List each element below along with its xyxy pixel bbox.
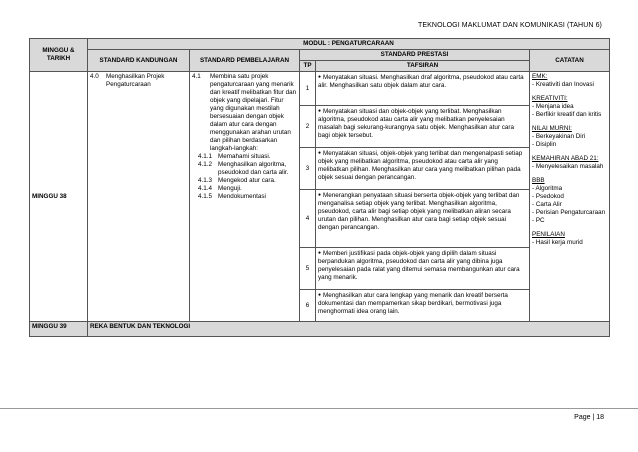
sp-step — [198, 161, 297, 177]
catatan-item: - Disiplin — [532, 141, 557, 148]
catatan-item: - PC — [532, 217, 545, 224]
catatan-header: CATATAN — [530, 50, 610, 72]
sp-step-number: 4.1.4 — [198, 185, 213, 192]
sp-step-text: Mendokumentasi — [218, 193, 266, 200]
tp-4: 4 — [300, 190, 316, 248]
catatan-heading: NILAI MURNI: — [532, 125, 572, 132]
tafsiran-2-text: Menyatakan situasi dan objek-objek yang terlibat. Menghasilkan algoritma, pseudokod atau carta alir yang melibatkan penyelesaian masalah bagi sekurang-kurangnya satu objek. Menghasilkan atur cara bagi objek tersebut. — [318, 108, 515, 139]
sp-step-text: Menguji. — [218, 185, 242, 192]
sp-step-number: 4.1.3 — [198, 177, 213, 184]
catatan-item: - Menyelesaikan masalah — [532, 163, 604, 170]
sp-step — [198, 153, 297, 161]
week-cell: MINGGU 38 — [30, 72, 88, 322]
sp-number: 4.1 — [192, 73, 201, 80]
tp-2: 2 — [300, 106, 316, 148]
catatan-heading: KREATIVITI: — [532, 95, 568, 102]
tafsiran-3 — [316, 148, 530, 190]
tp-1: 1 — [300, 72, 316, 106]
sk-text: Menghasilkan Projek Pengaturcaraan — [106, 73, 165, 88]
tp-3: 3 — [300, 148, 316, 190]
page-number: Page | 18 — [574, 414, 604, 421]
tafsiran-6-text: Menghasilkan atur cara lengkap yang menarik dan kreatif berserta dokumentasi dan mempamerkan sikap berdikari, bermotivasi juga menghormati idea orang lain. — [318, 292, 508, 315]
standard-kandungan-header: STANDARD KANDUNGAN — [88, 50, 190, 72]
catatan-item: - Berkeyakinan Diri — [532, 133, 586, 140]
catatan-heading: EMK: — [532, 73, 548, 80]
sk-number: 4.0 — [90, 73, 99, 80]
tp-header: TP — [300, 61, 316, 72]
tafsiran-1 — [316, 72, 530, 106]
tafsiran-1-text: Menyatakan situasi. Menghasilkan draf algoritma, pseudokod atau carta alir. Menghasilkan satu objek dalam atur cara. — [318, 74, 524, 89]
foot-text: REKA BENTUK DAN TEKNOLOGI — [88, 322, 610, 337]
sp-step-text: Mengekod atur cara. — [218, 177, 276, 184]
catatan-cell — [530, 72, 610, 322]
standard-prestasi-header: STANDARD PRESTASI — [300, 50, 530, 61]
catatan-item: - Hasil kerja murid — [532, 239, 583, 246]
standard-kandungan-cell — [88, 72, 190, 322]
sp-step-number: 4.1.1 — [198, 153, 213, 160]
tafsiran-6 — [316, 290, 530, 322]
tp-5: 5 — [300, 248, 316, 290]
catatan-heading: BBB — [532, 177, 545, 184]
catatan-item: - Psedokod — [532, 193, 564, 200]
catatan-item: - Perisian Pengaturcaraan — [532, 209, 606, 216]
footer-rule — [0, 408, 638, 409]
rpt-table — [29, 38, 610, 337]
tafsiran-5-text: Memberi justifikasi pada objek-objek yang dipilih dalam situasi berpandukan algoritma, pseudokod dan carta alir yang dibina juga penyelesaian pada ralat yang ditemui semasa membangunkan atur cara yang menarik. — [318, 250, 520, 281]
tafsiran-4 — [316, 190, 530, 248]
catatan-item: - Kreativiti dan Inovasi — [532, 81, 594, 88]
catatan-item: - Carta Alir — [532, 201, 562, 208]
tafsiran-header: TAFSIRAN — [316, 61, 530, 72]
tafsiran-2 — [316, 106, 530, 148]
sp-text: Membina satu projek pengaturcaraan yang menarik dan kreatif melibatkan fitur dan objek yang dipelajari. Fitur yang digunakan mestilah bersesuaian dengan objek dalam atur cara dengan menggunakan arahan urutan dan pilihan berdasarkan langkah-langkah: — [210, 73, 297, 152]
catatan-heading: KEMAHIRAN ABAD 21: — [532, 155, 599, 162]
sp-step — [198, 185, 297, 193]
sp-step — [198, 177, 297, 185]
catatan-item: - Algoritma — [532, 185, 563, 192]
document-header: TEKNOLOGI MAKLUMAT DAN KOMUNIKASI (TAHUN 6) — [418, 22, 602, 29]
foot-week: MINGGU 39 — [30, 322, 88, 337]
minggu-header: MINGGU & TARIKH — [30, 39, 88, 72]
catatan-heading: PENILAIAN — [532, 231, 565, 238]
sp-step — [198, 193, 297, 201]
standard-pembelajaran-header: STANDARD PEMBELAJARAN — [190, 50, 300, 72]
modul-header: MODUL : PENGATURCARAAN — [88, 39, 610, 50]
standard-pembelajaran-cell — [190, 72, 300, 322]
tafsiran-5 — [316, 248, 530, 290]
sp-step-text: Memahami situasi. — [218, 153, 271, 160]
tafsiran-4-text: Menerangkan penyataan situasi berserta objek-objek yang terlibat dan menganalisa setiap objek yang terlibat. Menghasilkan algoritma, pseudokod, carta alir bagi setiap objek yang melibatkan aliran secara urutan dan pilihan. Menghasilkan atur cara bagi setiap objek sesuai dengan perancangan. — [318, 192, 520, 231]
tafsiran-3-text: Menyatakan situasi, objek-objek yang terlibat dan mengenalpasti setiap objek yang melibatkan algoritma, pseudokod atau carta alir yang melibatkan pilihan. Menghasilkan atur cara yang melibatkan pilihan pada objek sesuai dengan perancangan. — [318, 150, 523, 181]
catatan-item: - Berfikir kreatif dan kritis — [532, 111, 602, 118]
sp-step-number: 4.1.5 — [198, 193, 213, 200]
catatan-item: - Menjana idea — [532, 103, 574, 110]
sp-step-number: 4.1.2 — [198, 161, 213, 168]
sp-steps-list — [192, 153, 297, 201]
sp-step-text: Menghasilkan algoritma, pseudokod dan carta alir. — [218, 161, 289, 176]
tp-6: 6 — [300, 290, 316, 322]
